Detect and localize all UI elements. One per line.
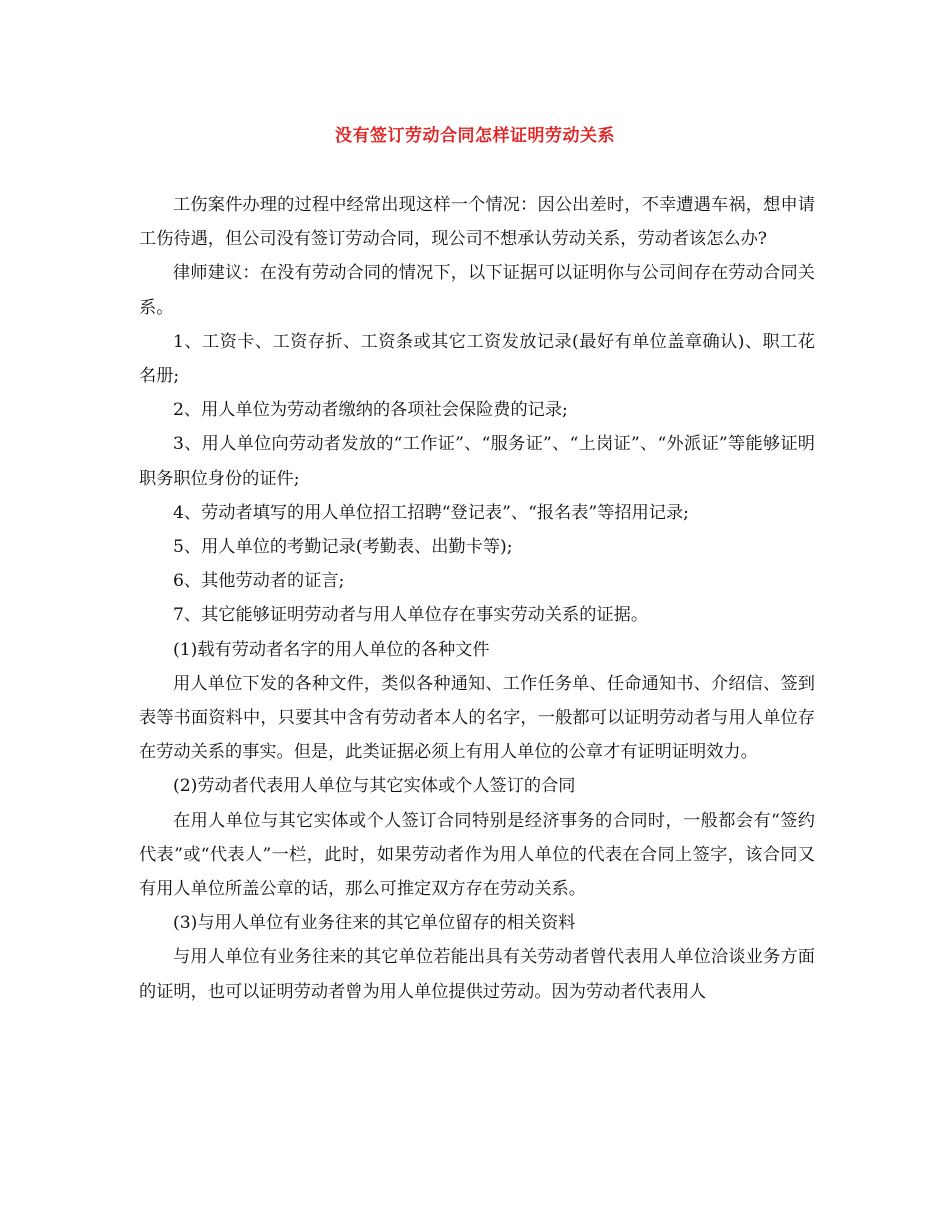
- paragraph-subsection-3: 与用人单位有业务往来的其它单位若能出具有关劳动者曾代表用人单位洽谈业务方面的证明，也可以证明劳动者曾为用人单位提供过劳动。因为劳动者代表用人: [139, 947, 815, 1002]
- paragraph-evidence-5: 5、用人单位的考勤记录(考勤表、出勤卡等);: [173, 537, 513, 558]
- paragraph-evidence-1: 1、工资卡、工资存折、工资条或其它工资发放记录(最好有单位盖章确认)、职工花名册;: [139, 331, 815, 387]
- paragraph-subsection-2: 在用人单位与其它实体或个人签订合同特别是经济事务的合同时，一般都会有“签约代表”或“代表人”一栏，此时，如果劳动者作为用人单位的代表在合同上签字，该合同又有用人单位所盖公章的话，那么可推定双方存在劳动关系。: [139, 810, 815, 900]
- document-body: [139, 188, 815, 1009]
- paragraph-evidence-2: 2、用人单位为劳动者缴纳的各项社会保险费的记录;: [173, 400, 568, 421]
- subheading-3: (3)与用人单位有业务往来的其它单位留存的相关资料: [173, 913, 576, 934]
- paragraph-evidence-6: 6、其他劳动者的证言;: [173, 571, 345, 592]
- paragraph-evidence-7: 7、其它能够证明劳动者与用人单位存在事实劳动关系的证据。: [173, 605, 649, 626]
- subheading-2: (2)劳动者代表用人单位与其它实体或个人签订的合同: [173, 776, 576, 797]
- paragraph-subsection-1: 用人单位下发的各种文件，类似各种通知、工作任务单、任命通知书、介绍信、签到表等书面资料中，只要其中含有劳动者本人的名字，一般都可以证明劳动者与用人单位存在劳动关系的事实。但是，此类证据必须上有用人单位的公章才有证明证明效力。: [139, 673, 815, 763]
- paragraph-evidence-3: 3、用人单位向劳动者发放的“工作证”、“服务证”、“上岗证”、“外派证”等能够证明职务职位身份的证件;: [139, 434, 815, 489]
- paragraph-evidence-4: 4、劳动者填写的用人单位招工招聘“登记表”、“报名表”等招用记录;: [173, 502, 689, 523]
- subheading-1: (1)载有劳动者名字的用人单位的各种文件: [173, 639, 490, 660]
- paragraph-intro-question: 工伤案件办理的过程中经常出现这样一个情况：因公出差时，不幸遭遇车祸，想申请工伤待遇，但公司没有签订劳动合同，现公司不想承认劳动关系，劳动者该怎么办?: [139, 195, 815, 250]
- document-title: 没有签订劳动合同怎样证明劳动关系: [335, 126, 615, 146]
- paragraph-lawyer-advice: 律师建议：在没有劳动合同的情况下，以下证据可以证明你与公司间存在劳动合同关系。: [139, 263, 815, 318]
